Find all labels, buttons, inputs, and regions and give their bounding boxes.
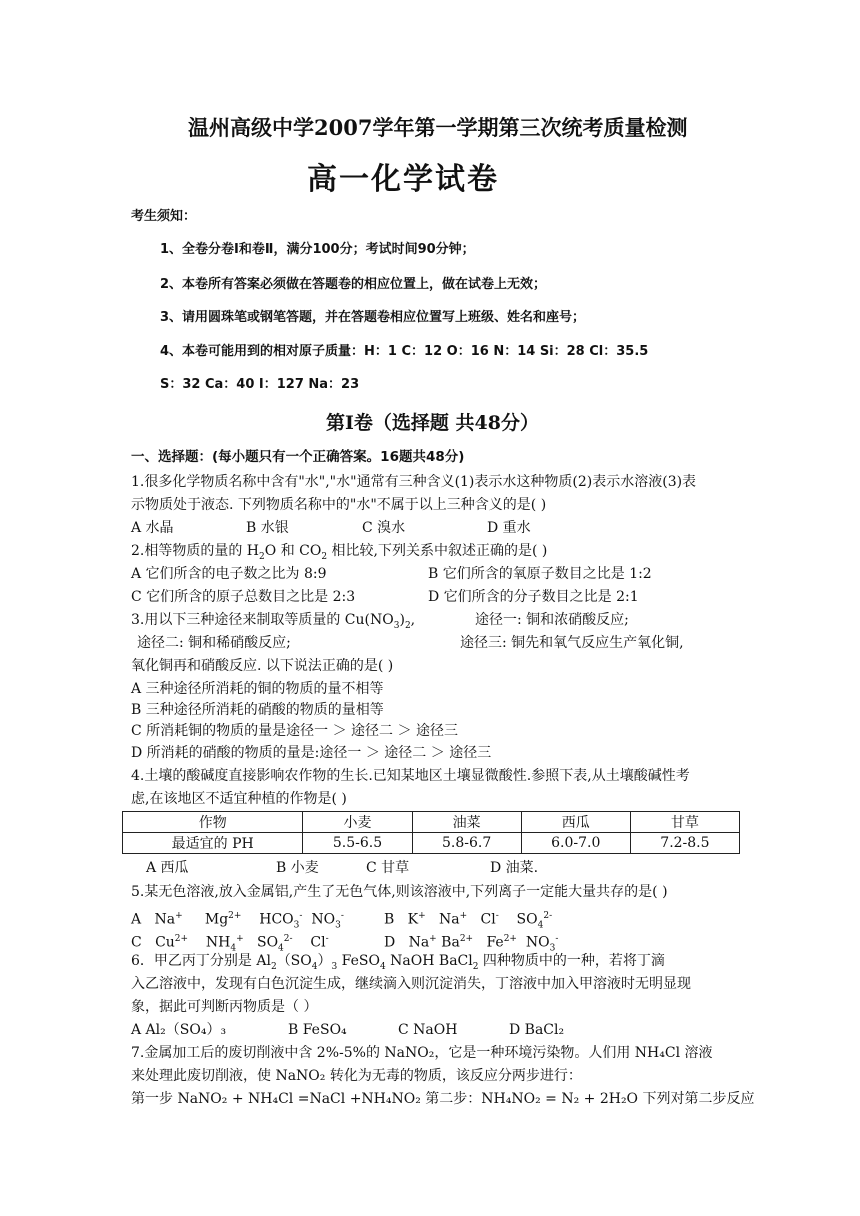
ph-table-cell: 油菜 [412,812,521,833]
ph-table-cell: 7.2-8.5 [630,833,739,854]
ph-table-header-row [123,812,740,833]
q2-option-b: B 它们所含的氧原子数目之比是 1:2 [428,566,652,582]
notice-item-4-cont: S：32 Ca：40 I：127 Na：23 [160,377,360,392]
notice-item-2: 2、本卷所有答案必须做在答题卷的相应位置上，做在试卷上无效； [160,277,547,292]
notice-item-4: 4、本卷可能用到的相对原子质量：H：1 C：12 O：16 N：14 Si：28 Cl：35.5 [160,344,649,359]
ph-table-cell: 5.5-6.5 [303,833,412,854]
q1-option-a: A 水晶 [131,520,174,536]
q3-stem: 3.用以下三种途径来制取等质量的 $Cu(NO_3)_2$, [131,612,416,631]
q5-option-d: D Na+ $Ba^{2+}$ $Fe^{2+}$ $NO_3^-$ [384,934,559,954]
q3-option-a: A 三种途径所消耗的铜的物质的量不相等 [131,681,384,697]
q4-line-2: 虑,在该地区不适宜种植的作物是( ) [131,791,347,807]
q3-option-d: D 所消耗的硝酸的物质的量是:途径一 ＞ 途径二 ＞ 途径三 [131,745,492,761]
ph-table-cell: 西瓜 [521,812,630,833]
q6-line-2: 入乙溶液中，发现有白色沉淀生成，继续滴入则沉淀消失，丁溶液中加入甲溶液时无明显现 [131,976,691,992]
q1-option-b: B 水银 [246,520,289,536]
q3-option-b: B 三种途径所消耗的硝酸的物质的量相等 [131,702,384,718]
q3-option-c: C 所消耗铜的物质的量是途径一 ＞ 途径二 ＞ 途径三 [131,723,458,739]
q4-option-a: A 西瓜 [146,860,189,876]
q4-option-b: B 小麦 [276,860,319,876]
q4-option-c: C 甘草 [366,860,410,876]
q4-line-1: 4.土壤的酸碱度直接影响农作物的生长.已知某地区土壤显微酸性.参照下表,从土壤酸碱性考 [131,768,690,784]
q5-option-b: B K+ Na+ Cl- $SO_4^{2-}$ [384,911,553,931]
q6-option-c: C NaOH [398,1022,458,1038]
q7-line-2: 来处理此废切削液，使 NaNO₂ 转化为无毒的物质，该反应分两步进行： [131,1068,582,1084]
ph-table-cell: 甘草 [630,812,739,833]
q5-option-a: A Na+ $Mg^{2+}$ $HCO_3^-$ $NO_3^-$ [131,911,344,931]
q3-route-3: 途径三: 铜先和氧气反应生产氧化铜, [460,635,684,651]
q6-option-d: D BaCl₂ [509,1022,565,1038]
q6-line-1: 6．甲乙丙丁分别是 $Al_2(SO_4)_3$ FeSO$_4$ NaOH BaCl$_2$ 四种物质中的一种，若将丁滴 [131,953,665,972]
ph-table-row [123,833,740,854]
q4-option-d: D 油菜. [490,860,539,876]
q3-line-3: 氧化铜再和硝酸反应. 以下说法正确的是( ) [131,658,394,674]
section-heading: 一、选择题：(每小题只有一个正确答案。16题共48分) [131,449,465,465]
ph-table-cell: 小麦 [303,812,412,833]
q2-option-d: D 它们所含的分子数目之比是 2:1 [428,589,639,605]
q1-option-d: D 重水 [487,520,531,536]
q6-line-3: 象，据此可判断丙物质是（ ） [131,999,318,1015]
q3-route-2: 途径二: 铜和稀硝酸反应; [137,635,291,651]
ph-table-cell: 作物 [123,812,303,833]
ph-table [122,811,740,854]
q6-option-b: B FeSO₄ [288,1022,347,1038]
notice-item-1: 1、全卷分卷Ⅰ和卷Ⅱ，满分100分；考试时间90分钟； [160,242,475,257]
notice-item-3: 3、请用圆珠笔或钢笔答题，并在答题卷相应位置写上班级、姓名和座号； [160,310,586,325]
q2-option-c: C 它们所含的原子总数目之比是 2:3 [131,589,356,605]
q7-line-1: 7.金属加工后的废切削液中含 2%-5%的 NaNO₂，它是一种环境污染物。人们用 NH₄Cl 溶液 [131,1045,713,1061]
exam-header-title: 温州高级中学2007学年第一学期第三次统考质量检测 [188,115,688,140]
notice-heading: 考生须知： [131,209,197,224]
q7-line-3: 第一步 NaNO₂ + NH₄Cl =NaCl +NH₄NO₂ 第二步：NH₄NO₂ = N₂ + 2H₂O 下列对第二步反应 [131,1091,755,1107]
q3-route-1: 途径一: 铜和浓硝酸反应; [475,612,629,628]
q1-line-1: 1.很多化学物质名称中含有"水","水"通常有三种含义(1)表示水这种物质(2)表示水溶液(3)表 [131,474,697,490]
ph-table-cell: 最适宜的 PH [123,833,303,854]
q1-line-2: 示物质处于液态. 下列物质名称中的"水"不属于以上三种含义的是( ) [131,497,547,513]
q1-option-c: C 溴水 [362,520,406,536]
q6-option-a: A Al₂（SO₄）₃ [131,1022,227,1038]
q5-option-c: C $Cu^{2+}$ $NH_4^+$ $SO_4^{2-}$ Cl- [131,934,329,954]
exam-subtitle: 高一化学试卷 [307,162,499,197]
q2-option-a: A 它们所含的电子数之比为 8:9 [131,566,327,582]
ph-table-cell: 5.8-6.7 [412,833,521,854]
ph-table-cell: 6.0-7.0 [521,833,630,854]
q2-stem: 2.相等物质的量的 $H_2O$ 和 $CO_2$ 相比较,下列关系中叙述正确的是( ) [131,543,548,562]
part-one-title: 第Ⅰ卷（选择题 共48分） [326,412,539,434]
q3-line-1 [131,610,731,636]
q5-stem: 5.某无色溶液,放入金属铝,产生了无色气体,则该溶液中,下列离子一定能大量共存的是( ) [131,884,668,900]
